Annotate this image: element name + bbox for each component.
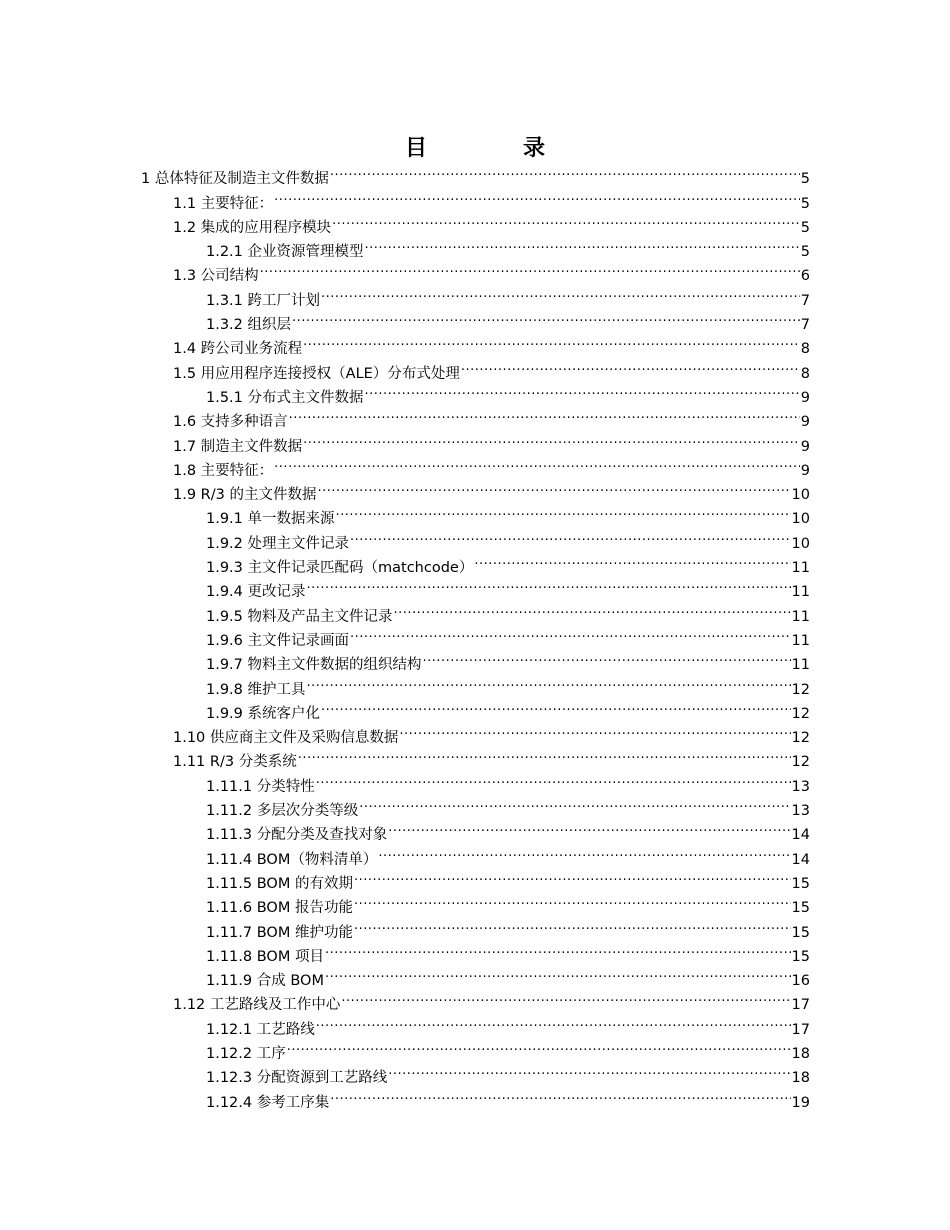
toc-entry[interactable] [206,645,810,674]
toc-entry-number: 1.2.1 [206,244,243,261]
toc-entry-number: 1.12.3 [206,1070,253,1087]
toc-entry-title: 跨公司业务流程 [200,341,303,358]
toc-entry-page-number: 5 [800,244,810,261]
toc-entry-leader-dots [336,499,791,523]
toc-entry-leader-dots [303,426,800,450]
toc-entry[interactable] [206,1058,810,1087]
toc-entry[interactable] [206,548,810,577]
toc-entry-page-number: 9 [800,389,810,406]
toc-entry[interactable] [173,208,810,236]
toc-entry-title: 用应用程序连接授权（ALE）分布式处理 [200,365,460,382]
toc-entry-page-number: 8 [800,341,810,358]
toc-entry-number: 1.3 [173,268,197,285]
toc-list [0,159,950,1111]
toc-entry-title: 主要特征： [200,462,274,479]
toc-entry[interactable] [173,985,810,1014]
toc-entry[interactable] [206,669,810,698]
toc-entry[interactable] [206,864,810,892]
toc-entry-page-number: 9 [800,414,810,431]
toc-entry[interactable] [206,280,810,309]
toc-entry-leader-dots [303,329,800,353]
toc-entry[interactable] [206,961,810,990]
toc-entry-page-number: 10 [791,535,810,552]
toc-entry-number: 1.9.3 [206,560,243,577]
toc-entry-leader-dots [378,839,790,863]
toc-entry-leader-dots [316,766,791,790]
toc-entry-number: 1.4 [173,341,197,358]
toc-entry-number: 1.1 [173,195,197,212]
toc-entry-page-number: 12 [791,730,810,747]
toc-entry[interactable] [173,353,810,382]
toc-entry-number: 1.11.8 [206,948,253,965]
toc-entry-page-number: 9 [800,438,810,455]
toc-entry-page-number: 11 [791,632,810,649]
toc-entry-title: 总体特征及制造主文件数据 [154,171,329,188]
toc-entry-page-number: 10 [791,487,810,504]
toc-entry-number: 1.8 [173,462,197,479]
toc-entry-title: 物料主文件数据的组织结构 [247,657,422,674]
toc-entry[interactable] [206,888,810,917]
toc-entry-leader-dots [274,451,800,475]
toc-entry-title: 分布式主文件数据 [247,389,364,406]
toc-entry-page-number: 7 [800,292,810,309]
toc-entry-leader-dots [317,475,790,499]
toc-entry-leader-dots [321,694,791,718]
toc-entry[interactable] [206,572,810,601]
toc-entry-title: 主要特征： [200,195,274,212]
toc-entry-leader-dots [316,1009,791,1033]
toc-entry-title: BOM 的有效期 [256,875,353,892]
toc-entry-number: 1.9.6 [206,632,243,649]
toc-entry-number: 1.5.1 [206,389,243,406]
toc-entry-page-number: 11 [791,584,810,601]
toc-entry[interactable] [206,937,810,965]
toc-entry-page-number: 18 [791,1070,810,1087]
toc-entry-number: 1.9.1 [206,511,243,528]
toc-entry-number: 1.12.2 [206,1045,253,1062]
toc-entry[interactable] [206,621,810,649]
toc-entry-page-number: 14 [791,827,810,844]
toc-entry-title: 分类特性 [256,778,315,795]
toc-entry-leader-dots [394,596,791,620]
toc-entry-leader-dots [298,742,791,766]
toc-entry[interactable] [173,718,810,747]
toc-entry-page-number: 11 [791,608,810,625]
toc-entry-number: 1.9.2 [206,535,243,552]
toc-entry-title: 制造主文件数据 [200,438,303,455]
toc-entry-leader-dots [350,523,791,547]
toc-entry-page-number: 12 [791,681,810,698]
toc-entry-leader-dots [307,572,791,596]
toc-entry[interactable] [173,426,810,455]
toc-entry-leader-dots [321,280,800,304]
toc-entry-title: 分配资源到工艺路线 [256,1070,388,1087]
toc-entry-number: 1.11.1 [206,778,253,795]
toc-entry[interactable] [206,499,810,528]
toc-entry-number: 1.6 [173,414,197,431]
toc-entry-title: 公司结构 [200,268,259,285]
toc-entry-leader-dots [359,791,790,815]
toc-entry-page-number: 15 [791,948,810,965]
toc-entry-title: 系统客户化 [247,705,321,722]
toc-entry-page-number: 15 [791,900,810,917]
toc-entry-number: 1.10 [173,730,206,747]
toc-entry-number: 1.9.7 [206,657,243,674]
toc-entry-title: BOM 维护功能 [256,924,353,941]
toc-entry[interactable] [173,329,810,358]
toc-entry-leader-dots [330,1082,790,1106]
toc-entry-leader-dots [307,669,791,693]
toc-title-char-1: 目 [404,136,427,161]
toc-entry-number: 1.2 [173,219,197,236]
toc-entry-page-number: 5 [800,171,810,188]
toc-title-char-2: 录 [523,136,546,161]
toc-entry[interactable] [141,159,810,188]
toc-entry-number: 1.11.3 [206,827,253,844]
toc-entry-leader-dots [330,159,800,183]
toc-entry-page-number: 12 [791,705,810,722]
toc-entry-number: 1.11.2 [206,803,253,820]
toc-entry-leader-dots [399,718,790,742]
toc-entry-page-number: 5 [800,219,810,236]
toc-entry-leader-dots [474,548,790,572]
toc-entry-leader-dots [354,912,791,936]
toc-entry-number: 1.9.9 [206,705,243,722]
toc-entry-title: 物料及产品主文件记录 [247,608,393,625]
toc-entry-number: 1.3.1 [206,292,243,309]
toc-entry-leader-dots [350,621,791,645]
toc-entry-title: R/3 分类系统 [209,754,297,771]
toc-entry[interactable] [173,742,810,771]
toc-entry-title: R/3 的主文件数据 [200,487,317,504]
toc-entry-page-number: 10 [791,511,810,528]
toc-entry-leader-dots [274,183,800,207]
toc-entry-leader-dots [325,937,791,961]
toc-entry-leader-dots [354,888,791,912]
toc-entry-title: 更改记录 [247,584,306,601]
toc-entry-number: 1.11.4 [206,851,253,868]
toc-entry-page-number: 7 [800,317,810,334]
toc-entry-title: 维护工具 [247,681,306,698]
toc-entry-number: 1.9.4 [206,584,243,601]
toc-entry[interactable] [206,912,810,941]
toc-entry-page-number: 12 [791,754,810,771]
toc-entry-leader-dots [388,1058,790,1082]
toc-entry-title: 组织层 [247,317,292,334]
toc-entry-number: 1.11 [173,754,206,771]
toc-entry[interactable] [173,402,810,431]
toc-entry-leader-dots [354,864,791,888]
toc-entry-title: 跨工厂计划 [247,292,321,309]
toc-entry-page-number: 15 [791,924,810,941]
toc-entry-page-number: 17 [791,997,810,1014]
toc-entry[interactable] [206,815,810,844]
toc-entry-page-number: 8 [800,365,810,382]
toc-entry-number: 1 [141,171,151,188]
toc-entry-page-number: 14 [791,851,810,868]
toc-entry-leader-dots [365,232,800,256]
toc-entry-page-number: 18 [791,1045,810,1062]
toc-entry-page-number: 13 [791,803,810,820]
toc-entry-number: 1.5 [173,365,197,382]
toc-entry-page-number: 15 [791,875,810,892]
toc-entry-title: 多层次分类等级 [256,803,359,820]
toc-entry[interactable] [206,1082,810,1111]
toc-entry-title: 企业资源管理模型 [247,244,364,261]
toc-entry[interactable] [206,839,810,868]
toc-entry-title: 工艺路线及工作中心 [209,997,341,1014]
toc-entry[interactable] [173,475,810,504]
toc-entry[interactable] [206,766,810,795]
toc-entry-number: 1.12.4 [206,1094,253,1111]
toc-entry-title: 集成的应用程序模块 [200,219,332,236]
toc-entry[interactable] [173,183,810,212]
toc-entry-page-number: 17 [791,1021,810,1038]
toc-entry-title: BOM（物料清单） [256,851,378,868]
toc-entry-title: BOM 报告功能 [256,900,353,917]
toc-entry-number: 1.9.5 [206,608,243,625]
toc-entry-leader-dots [325,961,791,985]
toc-entry-leader-dots [287,1034,791,1058]
toc-entry-page-number: 6 [800,268,810,285]
toc-entry-number: 1.12 [173,997,206,1014]
toc-entry[interactable] [206,305,810,334]
toc-entry-leader-dots [292,305,800,329]
toc-entry[interactable] [206,694,810,722]
toc-entry-title: 支持多种语言 [200,414,288,431]
toc-entry-page-number: 11 [791,560,810,577]
toc-entry-title: 参考工序集 [256,1094,330,1111]
toc-entry-title: 主文件记录匹配码（matchcode） [247,560,474,577]
toc-entry-title: BOM 项目 [256,948,324,965]
toc-entry-title: 分配分类及查找对象 [256,827,388,844]
toc-entry-page-number: 5 [800,195,810,212]
toc-title [0,131,950,162]
toc-entry-title: 处理主文件记录 [247,535,350,552]
toc-entry-leader-dots [289,402,800,426]
toc-entry-title: 合成 BOM [256,973,324,990]
toc-entry-leader-dots [332,208,800,232]
toc-entry[interactable] [206,232,810,261]
toc-entry[interactable] [206,1009,810,1038]
toc-entry-title: 工艺路线 [256,1021,315,1038]
toc-entry-leader-dots [423,645,791,669]
toc-entry-number: 1.11.6 [206,900,253,917]
toc-entry-title: 工序 [256,1045,286,1062]
toc-entry-leader-dots [461,353,800,377]
toc-entry[interactable] [206,791,810,820]
toc-entry-page-number: 13 [791,778,810,795]
toc-entry-number: 1.11.7 [206,924,253,941]
toc-entry[interactable] [206,378,810,406]
toc-entry-page-number: 16 [791,973,810,990]
toc-entry-page-number: 19 [791,1094,810,1111]
toc-entry-leader-dots [341,985,790,1009]
toc-entry[interactable] [173,451,810,479]
toc-entry-page-number: 11 [791,657,810,674]
toc-entry-number: 1.11.5 [206,875,253,892]
toc-entry-title: 单一数据来源 [247,511,335,528]
toc-entry-title: 供应商主文件及采购信息数据 [209,730,399,747]
toc-entry-leader-dots [388,815,790,839]
toc-entry-number: 1.9.8 [206,681,243,698]
toc-entry-number: 1.12.1 [206,1021,253,1038]
toc-entry-number: 1.11.9 [206,973,253,990]
toc-entry[interactable] [206,523,810,552]
toc-entry[interactable] [206,1034,810,1062]
toc-entry-number: 1.7 [173,438,197,455]
toc-entry[interactable] [173,256,810,285]
toc-entry-title: 主文件记录画面 [247,632,350,649]
toc-entry-leader-dots [365,378,800,402]
toc-entry-page-number: 9 [800,462,810,479]
toc-entry-leader-dots [260,256,800,280]
toc-entry-number: 1.3.2 [206,317,243,334]
toc-entry-number: 1.9 [173,487,197,504]
toc-entry[interactable] [206,596,810,625]
